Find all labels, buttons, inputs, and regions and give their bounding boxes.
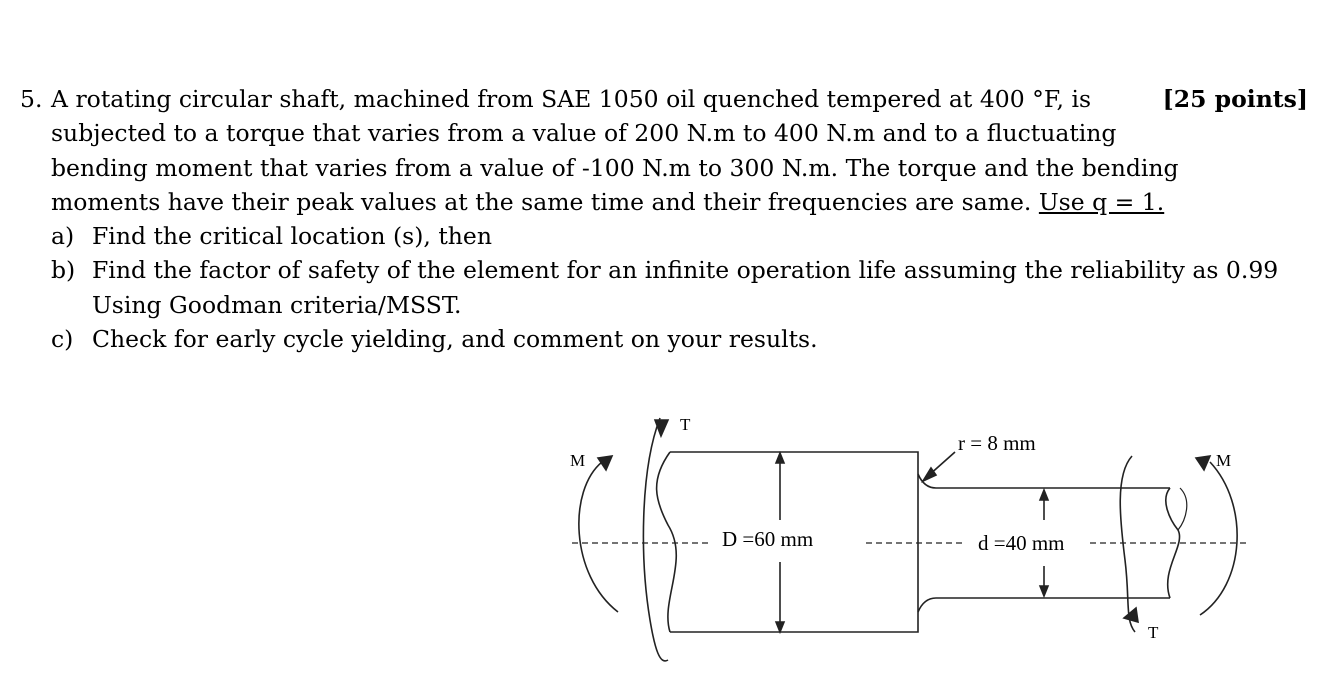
moment-arrow-right bbox=[1196, 456, 1210, 470]
question-text-line: subjected to a torque that varies from a value of 200 N.m to 400 N.m and to a fluctuating bbox=[51, 119, 1117, 148]
use-q-note: Use q = 1. bbox=[1038, 187, 1165, 216]
label-M-right: M bbox=[1216, 451, 1232, 470]
d-arrow-top bbox=[1040, 490, 1048, 500]
right-break-line-2 bbox=[1178, 488, 1187, 530]
part-text: Check for early cycle yielding, and comment on your results. bbox=[92, 325, 818, 354]
part-label: c) bbox=[51, 325, 74, 354]
part-text: Find the critical location (s), then bbox=[92, 222, 492, 251]
label-T-right: T bbox=[1148, 623, 1159, 642]
label-D: D =60 mm bbox=[722, 527, 814, 551]
question-text-last: moments have their peak values at the same time and their frequencies are same. bbox=[51, 187, 1039, 216]
D-arrow-bottom bbox=[776, 622, 784, 632]
torque-arrow-right bbox=[1124, 608, 1138, 622]
question-text-line: A rotating circular shaft, machined from SAE 1050 oil quenched tempered at 400 °F, is bbox=[51, 85, 1092, 113]
d-arrow-bottom bbox=[1040, 586, 1048, 596]
torque-arc-right bbox=[1120, 456, 1135, 632]
moment-arc-left bbox=[579, 462, 618, 612]
small-section-bottom bbox=[918, 598, 1170, 612]
label-T-left: T bbox=[680, 415, 691, 434]
torque-arc-left bbox=[643, 418, 668, 661]
left-break-line bbox=[657, 452, 677, 632]
question-number: 5. bbox=[20, 85, 43, 113]
label-r: r = 8 mm bbox=[958, 431, 1036, 455]
D-arrow-top bbox=[776, 453, 784, 463]
label-d: d =40 mm bbox=[978, 531, 1065, 555]
part-label: a) bbox=[51, 222, 75, 251]
question-text-line: bending moment that varies from a value of -100 N.m to 300 N.m. The torque and the bending bbox=[51, 153, 1179, 182]
points-label: [25 points] bbox=[1162, 85, 1308, 113]
label-M-left: M bbox=[570, 451, 586, 470]
part-label: b) bbox=[51, 256, 76, 285]
small-section-top bbox=[918, 474, 1170, 488]
part-text: Using Goodman criteria/MSST. bbox=[92, 290, 462, 319]
part-text: Find the factor of safety of the element for an infinite operation life assuming the reliability as 0.99 bbox=[92, 256, 1279, 285]
moment-arc-right bbox=[1200, 462, 1237, 615]
